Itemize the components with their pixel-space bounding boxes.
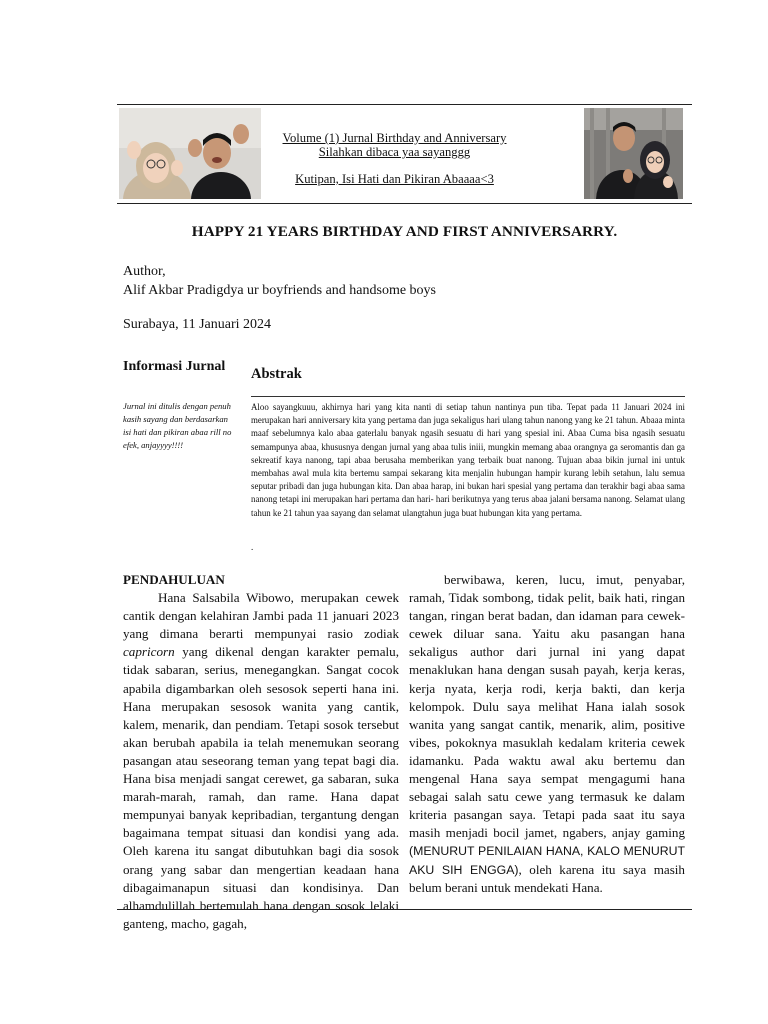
intro-right-text-a: berwibawa, keren, lucu, imut, penyabar, ramah, Tidak sombong, tidak pelit, baik hati, ringan tangan, ringan berat badan, dan idaman para cewek-cewek diluar sana. Yaitu aku pasangan hana sekaligus author dari jurnal ini yang dapat menaklukan hana dengan susah payah, kerja keras, kerja nyata, kerja rodi, kerja bakti, dan kerja kelompok. Dulu saya melihat Hana ialah sosok wanita yang sangat cantik, menarik, alim, positive vibes, pokoknya masuklah kedalam kriteria cewek idamanku. Pada waktu awal aku bertemu dan mengenal Hana saya sempat mengagumi hana sebagai salah satu cewe yang termasuk ke dalam kriteria pasangan saya. Tetapi pada saat itu saya masih menjadi bocil jamet, ngabers, anjay gaming (409, 572, 685, 841)
page-title: HAPPY 21 YEARS BIRTHDAY AND FIRST ANNIVERSARRY. (191, 223, 618, 240)
abstract-rule (251, 396, 685, 397)
intro-left-text-b: yang dikenal dengan karakter pemalu, tidak sabaran, serius, menegangkan. Sangat cocok apabila digambarkan oleh sesosok seperti hana ini. Hana merupakan sesosok wanita yang cantik, kalem, menarik, dan pendiam. Tetapi sosok tersebut akan berubah apabila ia telah menemukan seorang pasangan atau seseorang teman yang tepat bagi dia. Hana bisa menjadi sangat cerewet, ga sabaran, suka marah-marah, ramah, dan rame. Hana dapat mempunyai banyak kepribadian, tergantung dengan bagaimana tempat situasi dan kondisi yang ada. Oleh karena itu sangat dibutuhkan bagi dia sosok orang yang sabar dan mengertian keadaan hana dibagaimanapun situasi dan kondisinya. Dan alhamdulillah bertemulah hana dengan sosok lelaki ganteng, macho, gagah, (123, 644, 399, 931)
header-bottom-rule (117, 203, 692, 204)
intro-paragraph-right (409, 571, 685, 897)
author-label: Author, (123, 264, 166, 279)
intro-left-column (123, 571, 399, 933)
info-note: Jurnal ini ditulis dengan penuh kasih sayang dan berdasarkan isi hati dan pikiran abaa rill no efek, anjayyyy!!!! (123, 401, 232, 450)
bottom-rule (117, 909, 692, 910)
header-photo-left (119, 108, 261, 199)
zodiac-term: capricorn (123, 644, 175, 660)
date-line: Surabaya, 11 Januari 2024 (123, 317, 271, 332)
intro-paragraph-left (123, 589, 399, 933)
author-name: Alif Akbar Pradigdya ur boyfriends and handsome boys (123, 283, 436, 298)
abstract-body (251, 401, 685, 520)
intro-right-text-b: , oleh karena itu saya masih belum berani untuk mendekati Hana. (409, 861, 685, 895)
abstract-text: Aloo sayangkuuu, akhirnya hari yang kita nanti di setiap tahun nantinya pun tiba. Tepat pada 11 Januari 2024 ini merupakan hari anniversary kita yang pertama dan juga sekaligus hari ulang tahun nanong yang ke 21 tahun. Abaaa minta maaf sebelumnya kalo abaa gaterlalu banyak ngasih sesuatu di hari yang spesial ini. Abaa Cuma bisa ngasih sesuatu semampunya abaa, khususnya dengan jurnal yang abaa tulis iniii, mungkin memang abaa orangnya ga seromantis dan ga sekreatif kaya nanong, tapi abaa berusaha memberikan yang terbaik buat nanong. Tujuan abaa bikin jurnal ini untuk membahas awal mula kita bertemu sampai sekarang kita menjalin hubungan hampir kurang lebih setahun, lalu semua seputar pribadi dan juga hubungan kita. Dan abaa harap, ini bukan hari spesial yang pertama dan terakhir bagi abaa sama nanong tetapi ini merupakan hari pertama dan hari- hari berikutnya yang terus abaa jalani bersama nanong. Selamat ulang tahun ke 21 tahun yaa sayang dan selamat ulangtahun juga buat hubungan kita yang pertama. (251, 402, 685, 518)
volume-line: Volume (1) Jurnal Birthday and Anniversary (282, 131, 507, 145)
abstract-heading: Abstrak (251, 366, 302, 382)
info-heading: Informasi Jurnal (123, 359, 226, 374)
abstract-trailing-dot: . (251, 542, 254, 552)
header-text (262, 131, 527, 186)
intro-heading: PENDAHULUAN (123, 572, 225, 587)
top-rule (117, 104, 692, 105)
tagline: Kutipan, Isi Hati dan Pikiran Abaaaa<3 (295, 172, 494, 186)
author-block (123, 262, 436, 300)
header-photo-right (584, 108, 683, 199)
intro-caps-note: (MENURUT PENILAIAN HANA, KALO MENURUT AKU SIH ENGGA) (409, 844, 685, 877)
intro-left-text-a: Hana Salsabila Wibowo, merupakan cewek cantik dengan kelahiran Jambi pada 11 januari 2023 yang dimana berarti mempunyai rasio zodiak (123, 590, 399, 642)
intro-right-column (409, 571, 685, 897)
subtitle-line: Silahkan dibaca yaa sayanggg (318, 145, 471, 159)
